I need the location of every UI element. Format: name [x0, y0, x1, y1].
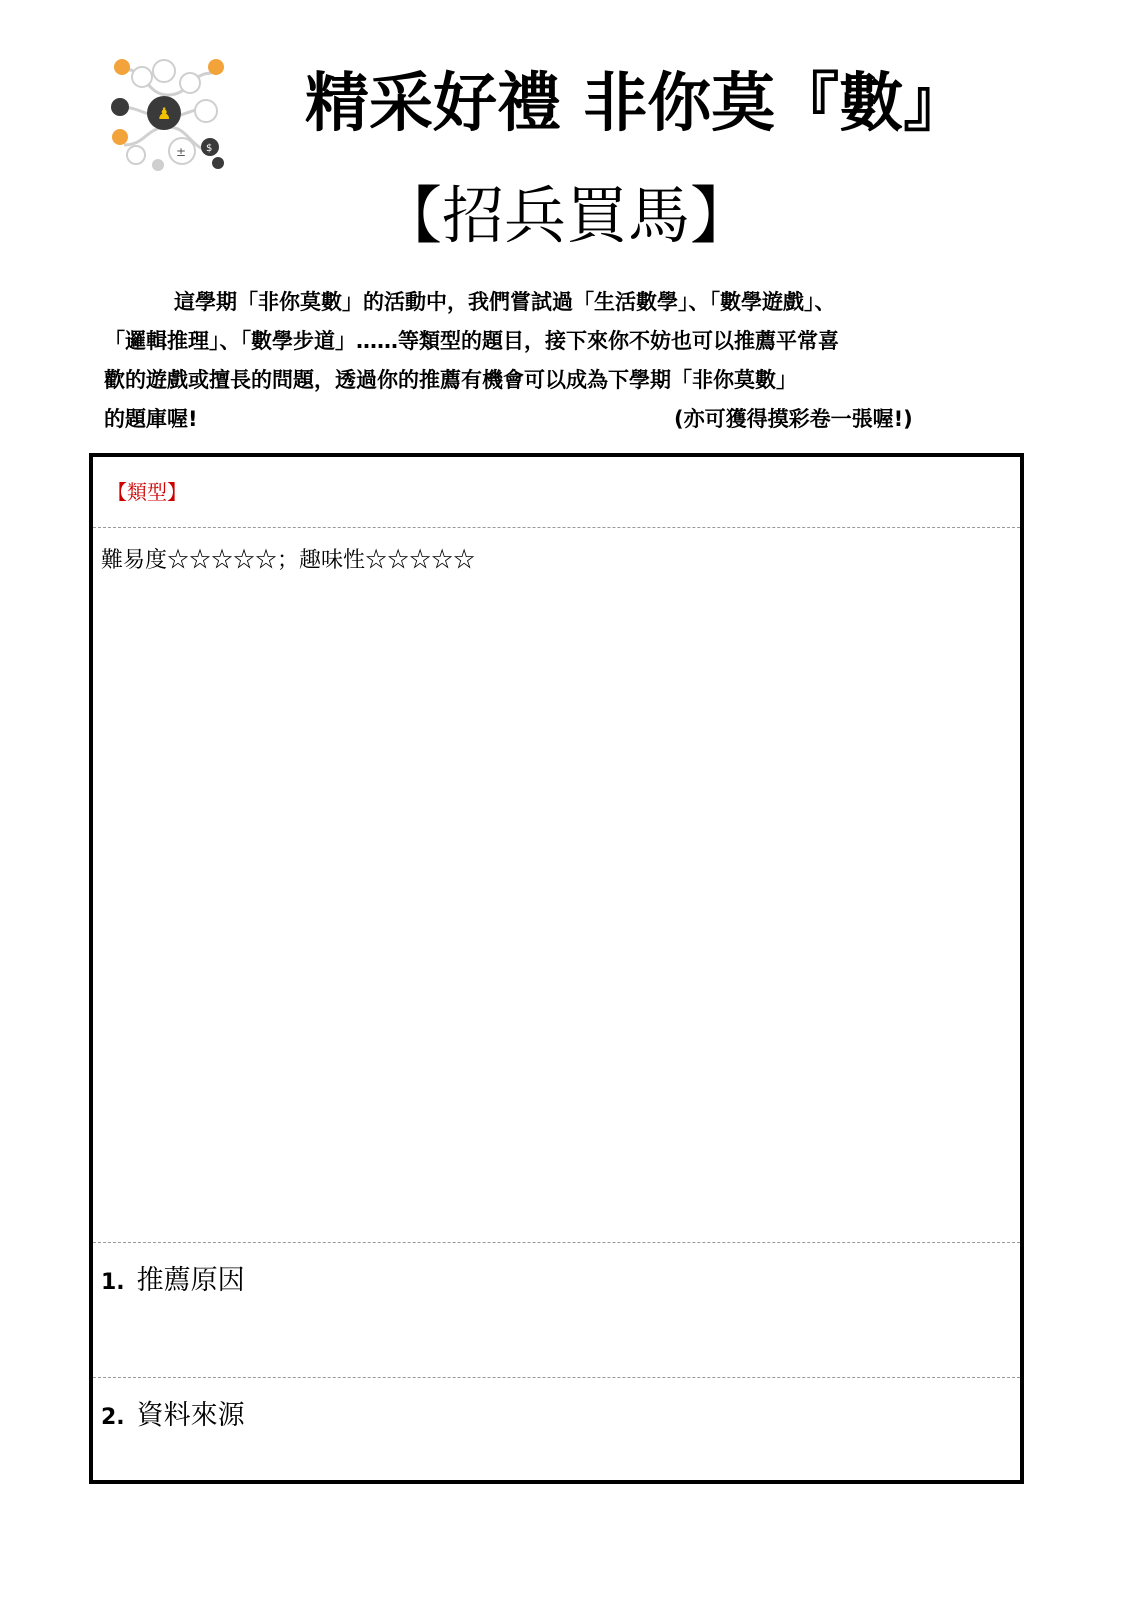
svg-text:±: ±	[176, 145, 187, 159]
recommendation-form	[89, 453, 1024, 1484]
fun-label: 趣味性	[299, 548, 366, 573]
type-field-label: 【類型】	[107, 480, 187, 504]
section-number: 2.	[101, 1405, 125, 1430]
envelope-icon	[153, 60, 175, 82]
intro-line: 「邏輯推理」、「數學步道」……等類型的題目，接下來你不妨也可以推薦平常喜	[104, 329, 839, 353]
fun-star-rating[interactable]: ☆☆☆☆☆	[365, 548, 476, 573]
divider	[93, 1377, 1020, 1378]
rating-line	[101, 550, 475, 572]
page-title: 精采好禮 非你莫『數』	[305, 67, 968, 141]
logo	[106, 55, 234, 173]
rating-separator: ；	[277, 548, 300, 573]
difficulty-star-rating[interactable]: ☆☆☆☆☆	[167, 548, 278, 573]
difficulty-label: 難易度	[101, 548, 168, 573]
section-label: 推薦原因	[136, 1265, 245, 1296]
intro-line: 的題庫喔!	[104, 407, 198, 431]
section-label: 資料來源	[136, 1400, 245, 1431]
orange-node-icon	[114, 59, 130, 75]
intro-line: 這學期「非你莫數」的活動中，我們嘗試過「生活數學」、「數學遊戲」、	[174, 290, 836, 314]
page-subtitle: 【招兵買馬】	[380, 179, 753, 252]
section-number: 1.	[101, 1270, 125, 1295]
reason-section-title	[101, 1267, 245, 1294]
intro-line: 歡的遊戲或擅長的問題，透過你的推薦有機會可以成為下學期「非你莫數」	[104, 368, 797, 392]
source-section-title	[101, 1402, 245, 1429]
raffle-note: (亦可獲得摸彩卷一張喔!)	[674, 407, 913, 431]
svg-text:$: $	[206, 143, 213, 154]
divider	[93, 1242, 1020, 1243]
svg-text:♟: ♟	[157, 104, 172, 123]
divider	[93, 527, 1020, 528]
